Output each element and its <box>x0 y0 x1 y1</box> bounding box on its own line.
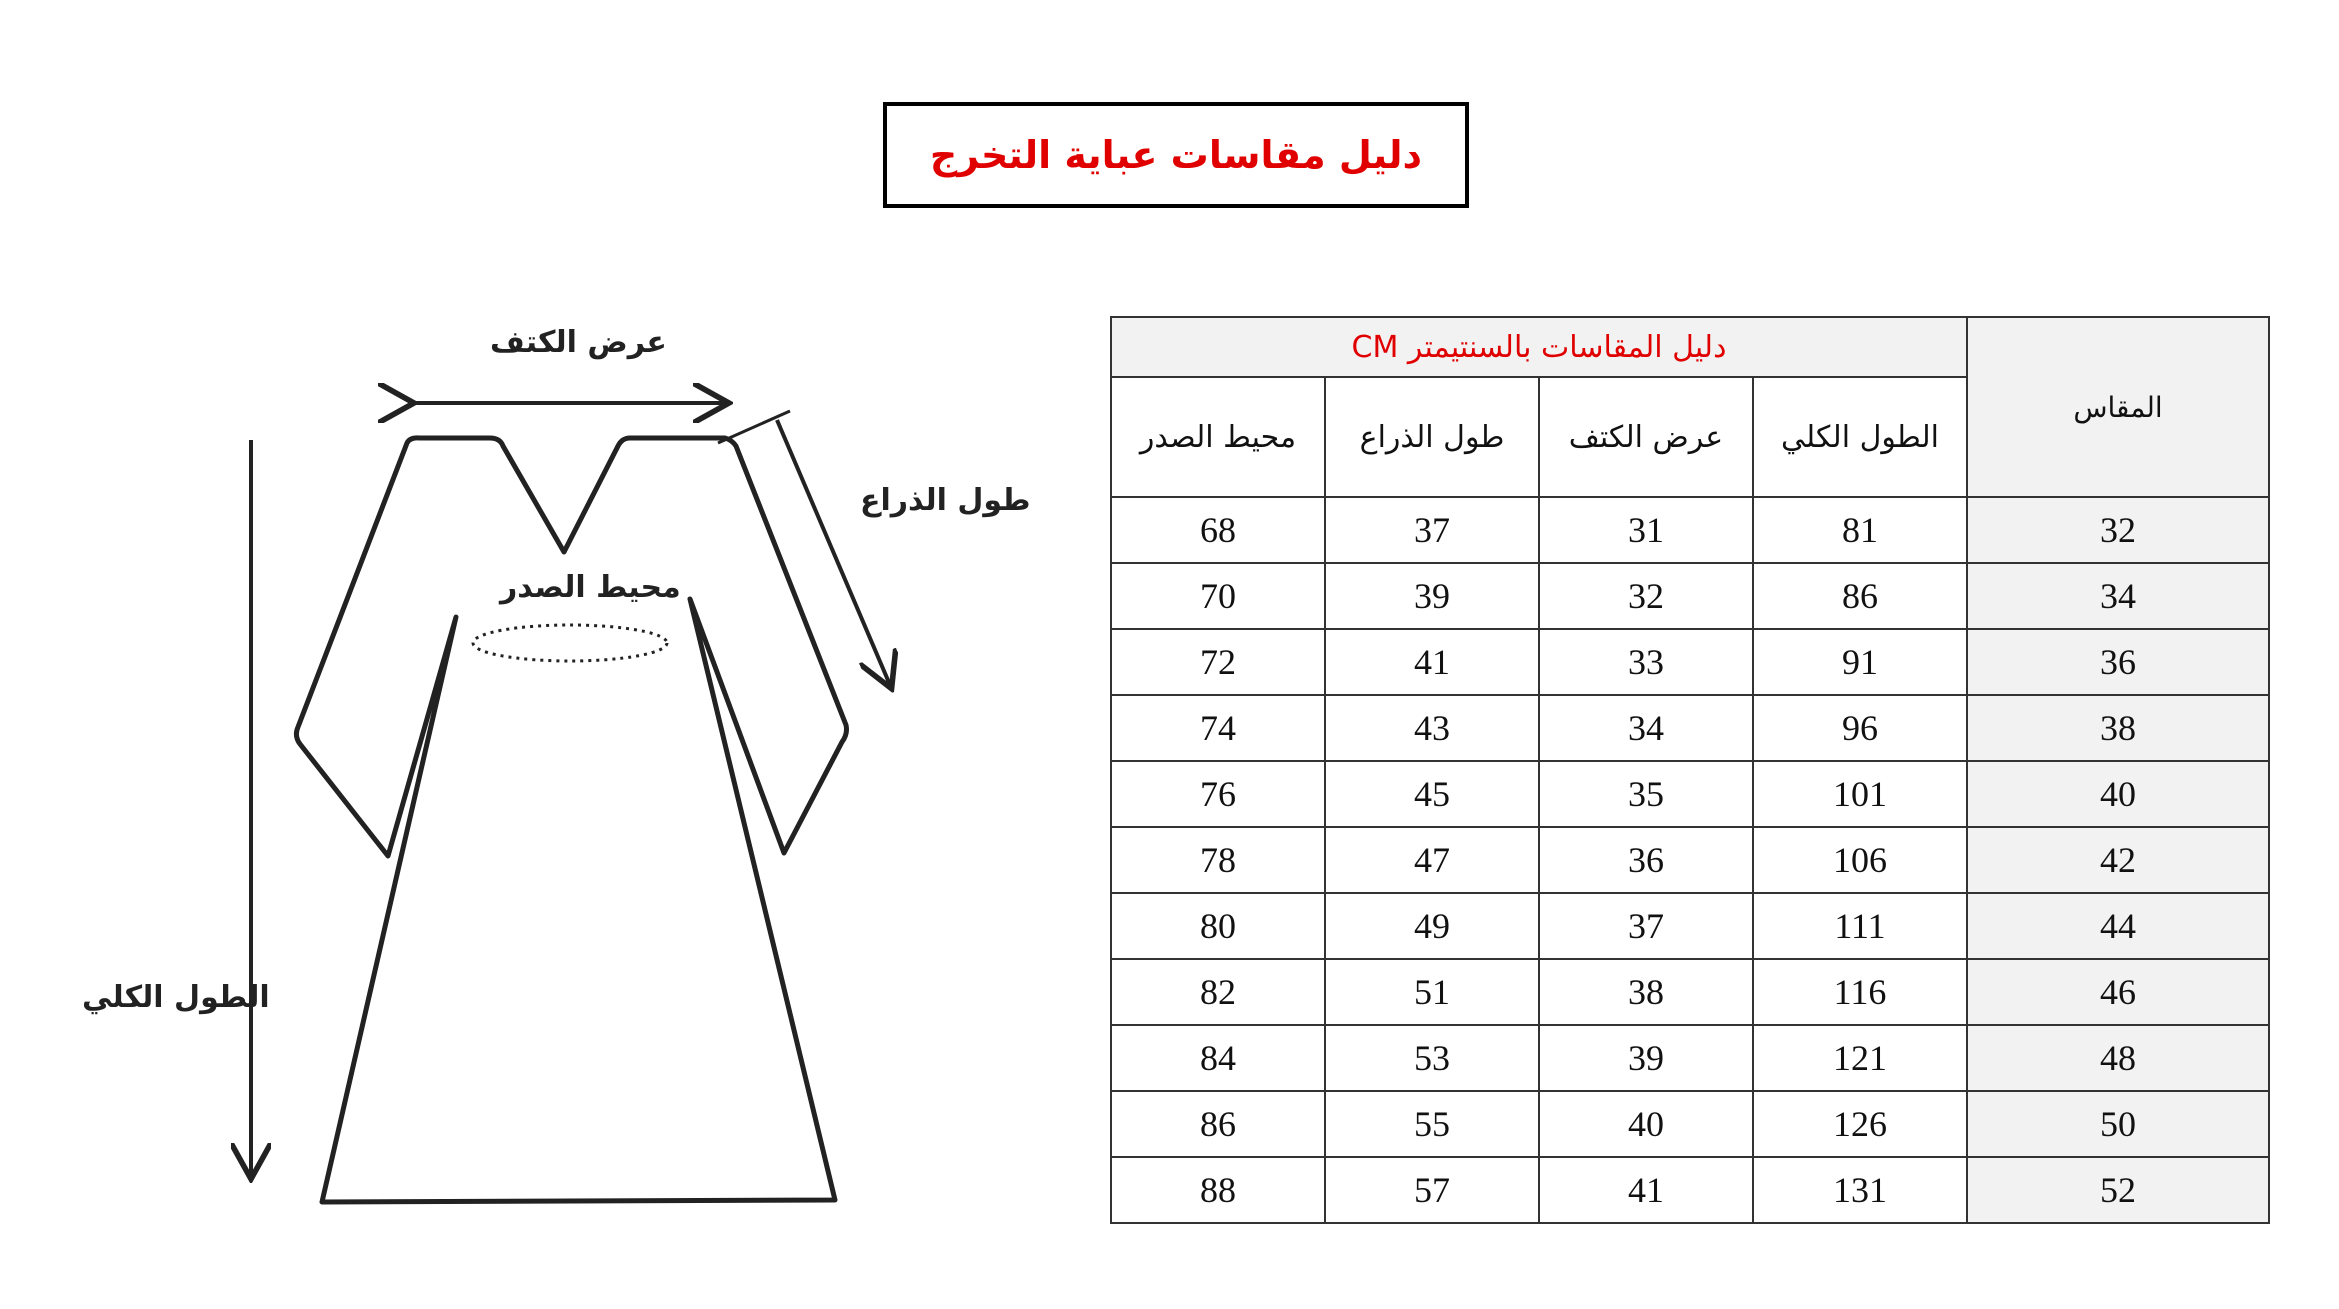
cell-total-length: 131 <box>1753 1157 1967 1223</box>
cell-shoulder-width: 32 <box>1539 563 1753 629</box>
cell-sleeve-length: 49 <box>1325 893 1539 959</box>
cell-shoulder-width: 31 <box>1539 497 1753 563</box>
sleeve-length-arrow <box>777 420 890 685</box>
cell-size: 46 <box>1967 959 2269 1025</box>
cell-chest-circumference: 68 <box>1111 497 1325 563</box>
table-row <box>1111 629 2269 695</box>
page-title: دليل مقاسات عباية التخرج <box>929 133 1423 177</box>
cell-shoulder-width: 33 <box>1539 629 1753 695</box>
cell-size: 36 <box>1967 629 2269 695</box>
table-row <box>1111 893 2269 959</box>
cell-size: 32 <box>1967 497 2269 563</box>
table-row <box>1111 563 2269 629</box>
cell-total-length: 81 <box>1753 497 1967 563</box>
cell-shoulder-width: 41 <box>1539 1157 1753 1223</box>
table-row <box>1111 827 2269 893</box>
label-shoulder-width: عرض الكتف <box>490 325 667 360</box>
cell-size: 44 <box>1967 893 2269 959</box>
table-header-row <box>1111 317 2269 377</box>
cell-chest-circumference: 72 <box>1111 629 1325 695</box>
header-group: دليل المقاسات بالسنتيمتر CM <box>1111 317 1967 377</box>
cell-total-length: 106 <box>1753 827 1967 893</box>
cell-total-length: 116 <box>1753 959 1967 1025</box>
cell-chest-circumference: 70 <box>1111 563 1325 629</box>
cell-chest-circumference: 86 <box>1111 1091 1325 1157</box>
cell-sleeve-length: 39 <box>1325 563 1539 629</box>
cell-size: 50 <box>1967 1091 2269 1157</box>
cell-total-length: 126 <box>1753 1091 1967 1157</box>
cell-chest-circumference: 82 <box>1111 959 1325 1025</box>
cell-chest-circumference: 80 <box>1111 893 1325 959</box>
header-total-length: الطول الكلي <box>1753 377 1967 497</box>
cell-sleeve-length: 51 <box>1325 959 1539 1025</box>
header-sleeve-length: طول الذراع <box>1325 377 1539 497</box>
cell-total-length: 111 <box>1753 893 1967 959</box>
cell-shoulder-width: 34 <box>1539 695 1753 761</box>
cell-total-length: 101 <box>1753 761 1967 827</box>
cell-chest-circumference: 78 <box>1111 827 1325 893</box>
size-table <box>1110 316 2270 1224</box>
cell-total-length: 86 <box>1753 563 1967 629</box>
cell-size: 38 <box>1967 695 2269 761</box>
label-sleeve-length: طول الذراع <box>860 483 1031 518</box>
cell-sleeve-length: 53 <box>1325 1025 1539 1091</box>
cell-chest-circumference: 76 <box>1111 761 1325 827</box>
cell-sleeve-length: 37 <box>1325 497 1539 563</box>
cell-chest-circumference: 74 <box>1111 695 1325 761</box>
cell-sleeve-length: 43 <box>1325 695 1539 761</box>
garment-diagram <box>60 300 1040 1240</box>
cell-sleeve-length: 47 <box>1325 827 1539 893</box>
cell-total-length: 91 <box>1753 629 1967 695</box>
header-size: المقاس <box>1967 317 2269 497</box>
cell-sleeve-length: 55 <box>1325 1091 1539 1157</box>
table-row <box>1111 761 2269 827</box>
cell-shoulder-width: 35 <box>1539 761 1753 827</box>
gown-outline <box>296 438 846 1202</box>
cell-shoulder-width: 36 <box>1539 827 1753 893</box>
cell-shoulder-width: 38 <box>1539 959 1753 1025</box>
header-shoulder-width: عرض الكتف <box>1539 377 1753 497</box>
cell-size: 48 <box>1967 1025 2269 1091</box>
garment-drawing <box>60 300 1040 1240</box>
cell-total-length: 96 <box>1753 695 1967 761</box>
title-box <box>883 102 1469 208</box>
table-row <box>1111 695 2269 761</box>
table-row <box>1111 959 2269 1025</box>
chest-ellipse <box>473 625 667 661</box>
label-total-length: الطول الكلي <box>82 980 270 1015</box>
cell-sleeve-length: 57 <box>1325 1157 1539 1223</box>
cell-size: 40 <box>1967 761 2269 827</box>
table-row <box>1111 1091 2269 1157</box>
cell-size: 42 <box>1967 827 2269 893</box>
cell-sleeve-length: 45 <box>1325 761 1539 827</box>
cell-size: 34 <box>1967 563 2269 629</box>
label-chest-circumference: محيط الصدر <box>500 570 681 605</box>
header-chest-circumference: محيط الصدر <box>1111 377 1325 497</box>
cell-chest-circumference: 84 <box>1111 1025 1325 1091</box>
cell-chest-circumference: 88 <box>1111 1157 1325 1223</box>
cell-size: 52 <box>1967 1157 2269 1223</box>
cell-shoulder-width: 37 <box>1539 893 1753 959</box>
cell-total-length: 121 <box>1753 1025 1967 1091</box>
cell-shoulder-width: 39 <box>1539 1025 1753 1091</box>
cell-shoulder-width: 40 <box>1539 1091 1753 1157</box>
table-row <box>1111 1025 2269 1091</box>
table-row <box>1111 1157 2269 1223</box>
table-row <box>1111 497 2269 563</box>
cell-sleeve-length: 41 <box>1325 629 1539 695</box>
